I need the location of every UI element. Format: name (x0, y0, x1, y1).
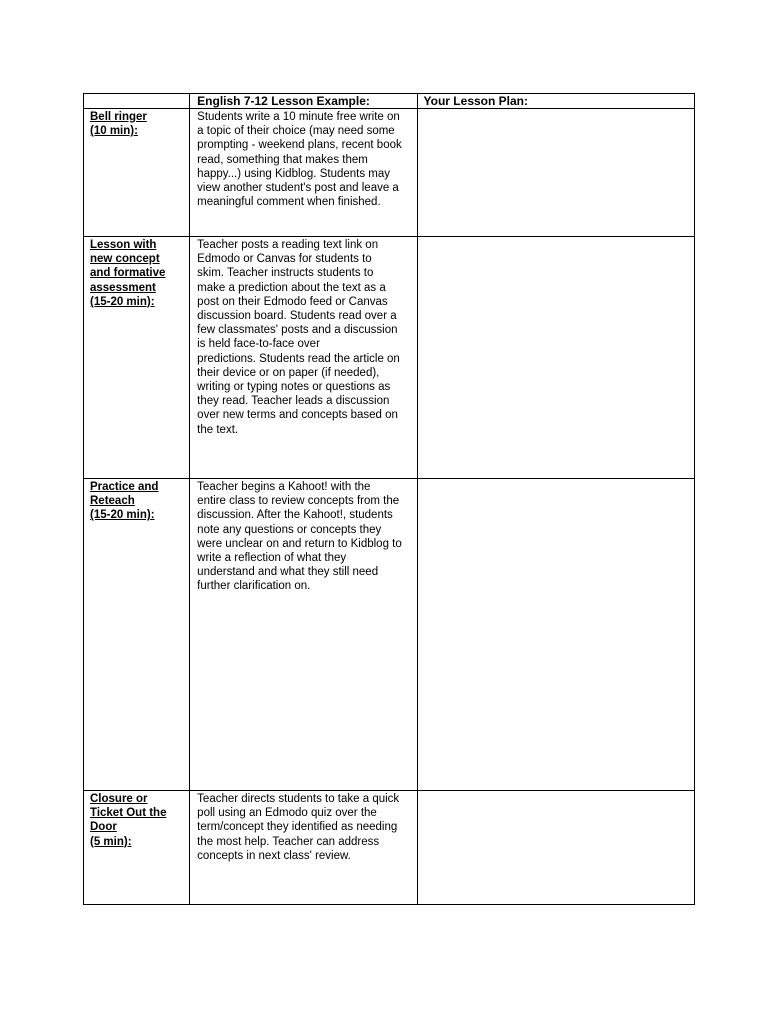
row-plan-bell-ringer[interactable] (417, 109, 694, 237)
row-example-bell-ringer: Students write a 10 minute free write on a topic of their choice (may need some prompting - weekend plans, recent book read, something that makes them happy...) using Kidblog. Students may view another student's post and leave a meaningful comment when finished. (190, 109, 417, 237)
row-label-practice: Practice and Reteach (15-20 min): (84, 479, 190, 791)
row-example-lesson: Teacher posts a reading text link on Edmodo or Canvas for students to skim. Teacher instructs students to make a prediction about the text as a post on their Edmodo feed or Canvas discussion board. Students read over a few classmates' posts and a discussion is held face-to-face over predictions. Students read the article on their device or on paper (if needed), writing or typing notes or questions as they read. Teacher leads a discussion over new terms and concepts based on the text. (190, 237, 417, 479)
table-row-closure (84, 791, 695, 905)
header-plan-cell: Your Lesson Plan: (417, 94, 694, 109)
row-plan-practice[interactable] (417, 479, 694, 791)
row-plan-closure[interactable] (417, 791, 694, 905)
row-example-closure: Teacher directs students to take a quick poll using an Edmodo quiz over the term/concept they identified as needing the most help. Teacher can address concepts in next class' review. (190, 791, 417, 905)
row-label-lesson: Lesson with new concept and formative assessment (15-20 min): (84, 237, 190, 479)
header-example-cell: English 7-12 Lesson Example: (190, 94, 417, 109)
row-label-bell-ringer: Bell ringer (10 min): (84, 109, 190, 237)
header-label-cell (84, 94, 190, 109)
table-row-practice (84, 479, 695, 791)
table-row-bell-ringer (84, 109, 695, 237)
table-header-row (84, 94, 695, 109)
row-example-practice: Teacher begins a Kahoot! with the entire class to review concepts from the discussion. After the Kahoot!, students note any questions or concepts they were unclear on and return to Kidblog to write a reflection of what they understand and what they still need further clarification on. (190, 479, 417, 791)
row-plan-lesson[interactable] (417, 237, 694, 479)
row-label-closure: Closure or Ticket Out the Door (5 min): (84, 791, 190, 905)
lesson-plan-table (83, 93, 695, 905)
table-row-lesson (84, 237, 695, 479)
